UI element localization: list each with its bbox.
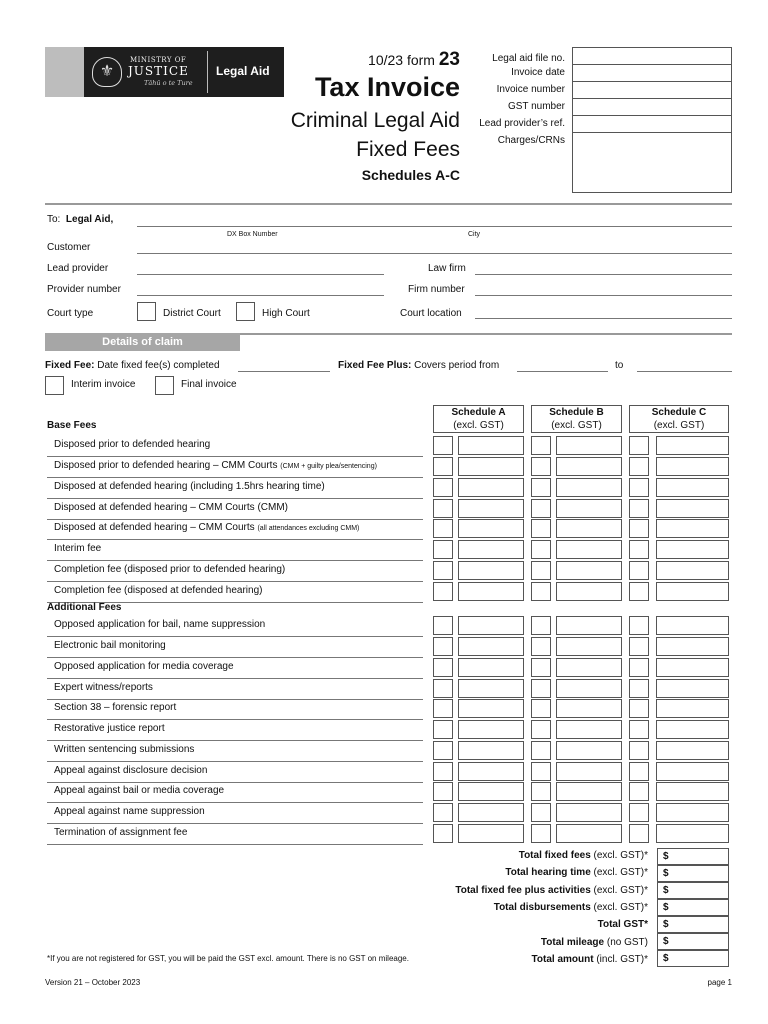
schedule-a-qty-cell[interactable] [433,699,453,718]
schedule-a-amount-cell[interactable] [458,679,524,698]
schedule-a-qty-cell[interactable] [433,436,453,455]
provider-number-label: Provider number [47,284,121,295]
base-fees-heading: Base Fees [47,420,97,431]
fixed-fee-date-field[interactable] [238,371,330,372]
additional-fees-heading: Additional Fees [47,602,122,613]
base-fee-row [47,457,423,478]
invoice-date-label: Invoice date [511,67,565,78]
charges-crns-field[interactable] [573,133,731,192]
total-fixed-fees-field[interactable]: $ [657,848,729,865]
page-schedules: Schedules A-C [361,167,460,183]
total-amount-label [380,954,648,965]
schedule-c-amount-cell[interactable] [656,478,729,497]
total-qualifier: (excl. GST)* [590,867,648,878]
law-firm-label: Law firm [428,263,466,274]
court-location-field[interactable] [475,318,732,319]
fee-label: Completion fee (disposed prior to defended hearing) [54,564,286,575]
customer-label: Customer [47,242,91,253]
lead-provider-field[interactable] [137,274,384,275]
schedule-c-amount-cell[interactable] [656,824,729,843]
schedule-a-sub: (excl. GST) [453,420,504,431]
schedule-a-amount-cell[interactable] [458,637,524,656]
additional-fee-row: Expert witness/reports [47,679,423,700]
schedule-b-amount-cell[interactable] [556,782,622,801]
page-title: Tax Invoice [314,72,460,102]
lead-provider-ref-field[interactable] [573,116,731,133]
schedule-b-qty-cell[interactable] [531,540,551,559]
schedule-b-qty-cell[interactable] [531,519,551,538]
schedule-a-qty-cell[interactable] [433,782,453,801]
total-qualifier: (excl. GST)* [590,850,648,861]
schedule-c-name: Schedule C [651,407,707,418]
schedule-a-amount-cell[interactable] [458,762,524,781]
schedule-b-amount-cell[interactable] [556,478,622,497]
schedule-a-amount-cell[interactable] [458,436,524,455]
schedule-b-qty-cell[interactable] [531,699,551,718]
total-mileage-label [380,937,648,948]
schedule-c-qty-cell[interactable] [629,499,649,518]
schedule-a-qty-cell[interactable] [433,582,453,601]
to-label [47,214,113,225]
schedule-b-qty-cell[interactable] [531,637,551,656]
period-to-field[interactable] [637,371,732,372]
city-label: City [468,231,481,238]
schedule-c-amount-cell[interactable] [656,658,729,677]
schedule-c-amount-cell[interactable] [656,582,729,601]
schedule-c-amount-cell[interactable] [656,679,729,698]
base-fee-row [47,519,423,540]
schedule-a-qty-cell[interactable] [433,616,453,635]
schedule-a-qty-cell[interactable] [433,658,453,677]
schedule-a-amount-cell[interactable] [458,720,524,739]
total-fixed-fee-plus-label [380,885,648,896]
fixed-fee-prefix: Fixed Fee: [45,360,95,371]
schedule-b-qty-cell[interactable] [531,457,551,476]
schedule-a-qty-cell[interactable] [433,519,453,538]
law-firm-field[interactable] [475,274,732,275]
total-gst-label [380,919,648,930]
schedule-b-amount-cell[interactable] [556,582,622,601]
logo-ministry-of: MINISTRY OF [130,56,187,64]
schedule-c-amount-cell[interactable] [656,519,729,538]
schedule-b-qty-cell[interactable] [531,561,551,580]
dx-box-label: DX Box Number [227,231,278,238]
schedule-c-qty-cell[interactable] [629,582,649,601]
interim-invoice-checkbox[interactable] [45,376,64,395]
schedule-b-qty-cell[interactable] [531,741,551,760]
schedule-c-sub: (excl. GST) [653,420,705,431]
form-code [320,49,460,71]
fixed-fee-text: Date fixed fee(s) completed [97,360,220,371]
schedule-a-qty-cell[interactable] [433,637,453,656]
schedule-b-amount-cell[interactable] [556,741,622,760]
schedule-c-qty-cell[interactable] [629,519,649,538]
schedule-c-amount-cell[interactable] [656,457,729,476]
schedule-a-qty-cell[interactable] [433,561,453,580]
total-label: Total fixed fee plus activities [455,885,591,896]
fee-label: Disposed at defended hearing – CMM Courts [54,522,258,533]
schedule-c-qty-cell[interactable] [629,782,649,801]
total-label: Total hearing time [505,867,591,878]
total-fixed-fees-label [380,850,648,861]
schedule-b-amount-cell[interactable] [556,679,622,698]
schedule-c-amount-cell[interactable] [656,436,729,455]
version-label: Version 21 – October 2023 [45,978,141,987]
schedule-c-qty-cell[interactable] [629,803,649,822]
details-of-claim-tab: Details of claim [45,333,240,351]
schedule-b-amount-cell[interactable] [556,803,622,822]
district-court-checkbox[interactable] [137,302,156,321]
schedule-a-qty-cell[interactable] [433,824,453,843]
schedule-b-qty-cell[interactable] [531,803,551,822]
base-fee-row [47,561,423,582]
high-court-checkbox[interactable] [236,302,255,321]
schedule-a-qty-cell[interactable] [433,720,453,739]
schedule-a-qty-cell[interactable] [433,679,453,698]
firm-number-field[interactable] [475,295,732,296]
fixed-fee-plus-text: Covers period from [414,360,500,371]
schedule-a-name: Schedule A [451,407,506,418]
schedule-b-amount-cell[interactable] [556,658,622,677]
schedule-c-qty-cell[interactable] [629,762,649,781]
schedule-b-amount-cell[interactable] [556,637,622,656]
schedule-a-amount-cell[interactable] [458,616,524,635]
logo-justice: JUSTICE [128,64,189,78]
schedule-b-amount-cell[interactable] [556,699,622,718]
schedule-b-amount-cell[interactable] [556,436,622,455]
invoice-number-field[interactable] [573,82,731,99]
final-invoice-label: Final invoice [181,379,237,390]
schedule-c-qty-cell[interactable] [629,699,649,718]
schedule-a-amount-cell[interactable] [458,582,524,601]
total-gst-field[interactable]: $ [657,916,729,933]
total-amount-field[interactable]: $ [657,950,729,967]
fee-label: Completion fee (disposed at defended hearing) [54,585,263,596]
logo-legal-aid: Legal Aid [216,64,270,78]
schedule-b-amount-cell[interactable] [556,762,622,781]
additional-fee-row: Written sentencing submissions [47,741,423,762]
page-number: page 1 [707,978,732,987]
to-date-label: to [615,360,624,371]
schedule-a-amount-cell[interactable] [458,561,524,580]
invoice-date-field[interactable] [573,65,731,82]
schedule-b-amount-cell[interactable] [556,499,622,518]
total-mileage-field[interactable]: $ [657,933,729,950]
additional-fee-row: Electronic bail monitoring [47,637,423,658]
schedule-c-qty-cell[interactable] [629,436,649,455]
gst-number-label: GST number [507,101,565,112]
court-type-label: Court type [47,308,94,319]
fixed-fee-plus-prefix: Fixed Fee Plus: [338,360,412,371]
schedule-b-qty-cell[interactable] [531,616,551,635]
schedule-c-qty-cell[interactable] [629,637,649,656]
lead-provider-ref-label: Lead provider’s ref. [479,118,565,129]
schedule-c-qty-cell[interactable] [629,824,649,843]
to-address-line[interactable] [137,226,732,227]
fee-label: Interim fee [54,543,102,554]
additional-fee-row: Appeal against bail or media coverage [47,782,423,803]
schedule-a-amount-cell[interactable] [458,699,524,718]
total-label: Total GST* [597,919,648,930]
base-fee-row [47,582,423,603]
schedule-c-amount-cell[interactable] [656,803,729,822]
schedule-a-amount-cell[interactable] [458,478,524,497]
header-divider [45,203,732,205]
schedule-b-amount-cell[interactable] [556,720,622,739]
schedule-a-qty-cell[interactable] [433,741,453,760]
page-subtitle-1: Criminal Legal Aid [290,109,460,132]
total-label: Total fixed fees [518,850,591,861]
fee-label: Disposed prior to defended hearing – CMM Courts [54,460,281,471]
schedule-b-amount-cell[interactable] [556,616,622,635]
base-fee-row [47,540,423,561]
schedule-b-name: Schedule B [549,407,604,418]
to-prefix: To: [47,214,61,225]
schedule-c-amount-cell[interactable] [656,540,729,559]
to-value: Legal Aid, [65,214,114,225]
schedule-a-amount-cell[interactable] [458,782,524,801]
invoice-number-label: Invoice number [496,84,565,95]
fee-note: (all attendances excluding CMM) [257,525,360,532]
form-prefix: 10/23 form [368,52,439,68]
provider-number-field[interactable] [137,295,384,296]
schedule-b-qty-cell[interactable] [531,478,551,497]
total-label: Total disbursements [493,902,591,913]
schedule-c-qty-cell[interactable] [629,540,649,559]
total-label: Total mileage [540,937,605,948]
district-court-label: District Court [163,308,221,319]
high-court-label: High Court [262,308,310,319]
schedule-c-qty-cell[interactable] [629,720,649,739]
total-qualifier: (incl. GST)* [593,954,648,965]
schedule-a-amount-cell[interactable] [458,540,524,559]
logo-divider [207,51,208,93]
schedule-c-qty-cell[interactable] [629,679,649,698]
schedule-c-qty-cell[interactable] [629,457,649,476]
interim-invoice-label: Interim invoice [71,379,136,390]
lead-provider-label: Lead provider [47,263,109,274]
additional-fee-row: Termination of assignment fee [47,824,423,845]
schedule-b-amount-cell[interactable] [556,457,622,476]
schedule-c-header [629,405,729,433]
legal-aid-file-label: Legal aid file no. [492,53,565,64]
schedule-b-qty-cell[interactable] [531,824,551,843]
schedule-c-amount-cell[interactable] [656,762,729,781]
schedule-a-qty-cell[interactable] [433,803,453,822]
schedule-b-qty-cell[interactable] [531,679,551,698]
schedule-c-qty-cell[interactable] [629,561,649,580]
court-location-label: Court location [400,308,462,319]
schedule-a-qty-cell[interactable] [433,762,453,781]
gst-number-field[interactable] [573,99,731,116]
schedule-b-qty-cell[interactable] [531,499,551,518]
schedule-c-amount-cell[interactable] [656,616,729,635]
fee-label: Disposed prior to defended hearing [54,439,211,450]
reference-fields-box [572,47,732,193]
schedule-c-amount-cell[interactable] [656,720,729,739]
total-qualifier: (excl. GST)* [590,902,648,913]
schedule-a-qty-cell[interactable] [433,540,453,559]
schedule-a-qty-cell[interactable] [433,478,453,497]
schedule-b-qty-cell[interactable] [531,720,551,739]
total-fixed-fee-plus-field[interactable]: $ [657,882,729,899]
fee-note: (CMM + guilty plea/sentencing) [280,463,377,470]
schedule-c-qty-cell[interactable] [629,616,649,635]
period-from-field[interactable] [517,371,608,372]
logo-maori-name: Tāhū o te Ture [144,79,193,87]
total-disbursements-label [380,902,648,913]
schedule-b-amount-cell[interactable] [556,824,622,843]
schedule-c-qty-cell[interactable] [629,741,649,760]
total-disbursements-field[interactable]: $ [657,899,729,916]
fixed-fee-plus-label [338,360,499,371]
form-number: 23 [438,49,460,70]
additional-fee-row: Opposed application for media coverage [47,658,423,679]
schedule-b-sub: (excl. GST) [551,420,602,431]
schedule-c-amount-cell[interactable] [656,499,729,518]
schedule-b-qty-cell[interactable] [531,436,551,455]
schedule-a-amount-cell[interactable] [458,519,524,538]
charges-crns-label: Charges/CRNs [497,135,565,146]
schedule-b-header [531,405,622,433]
coat-of-arms-icon: ⚜ [92,57,122,87]
schedule-a-amount-cell[interactable] [458,741,524,760]
total-hearing-time-field[interactable]: $ [657,865,729,882]
fixed-fee-label [45,360,220,371]
total-label: Total amount [531,954,594,965]
page-subtitle-2: Fixed Fees [356,138,460,161]
additional-fee-row: Section 38 – forensic report [47,699,423,720]
schedule-b-qty-cell[interactable] [531,582,551,601]
additional-fee-row: Restorative justice report [47,720,423,741]
final-invoice-checkbox[interactable] [155,376,174,395]
schedule-b-qty-cell[interactable] [531,782,551,801]
schedule-b-qty-cell[interactable] [531,762,551,781]
schedule-a-amount-cell[interactable] [458,457,524,476]
schedule-a-amount-cell[interactable] [458,824,524,843]
schedule-c-amount-cell[interactable] [656,741,729,760]
schedule-c-amount-cell[interactable] [656,782,729,801]
schedule-a-amount-cell[interactable] [458,499,524,518]
schedule-c-amount-cell[interactable] [656,699,729,718]
additional-fee-row: Appeal against name suppression [47,803,423,824]
schedule-a-amount-cell[interactable] [458,803,524,822]
base-fee-row [47,499,423,520]
total-qualifier: (no GST) [604,937,648,948]
total-hearing-time-label [380,867,648,878]
schedule-c-qty-cell[interactable] [629,658,649,677]
additional-fee-row: Appeal against disclosure decision [47,762,423,783]
total-qualifier: (excl. GST)* [590,885,648,896]
schedule-c-qty-cell[interactable] [629,478,649,497]
schedule-a-amount-cell[interactable] [458,658,524,677]
schedule-a-qty-cell[interactable] [433,457,453,476]
schedule-b-amount-cell[interactable] [556,561,622,580]
gst-footnote: *If you are not registered for GST, you will be paid the GST excl. amount. There is no GST on mileage. [47,954,409,963]
schedule-a-qty-cell[interactable] [433,499,453,518]
base-fee-row [47,436,423,457]
firm-number-label: Firm number [408,284,465,295]
schedule-b-qty-cell[interactable] [531,658,551,677]
schedule-b-amount-cell[interactable] [556,540,622,559]
schedule-c-amount-cell[interactable] [656,637,729,656]
fee-label: Disposed at defended hearing (including 1.5hrs hearing time) [54,481,325,492]
fee-label: Disposed at defended hearing – CMM Courts (CMM) [54,502,288,513]
schedule-c-amount-cell[interactable] [656,561,729,580]
legal-aid-file-field[interactable] [573,48,731,65]
schedule-a-header [433,405,524,433]
additional-fee-row: Opposed application for bail, name suppression [47,616,423,637]
schedule-b-amount-cell[interactable] [556,519,622,538]
customer-field[interactable] [137,253,732,254]
base-fee-row [47,478,423,499]
